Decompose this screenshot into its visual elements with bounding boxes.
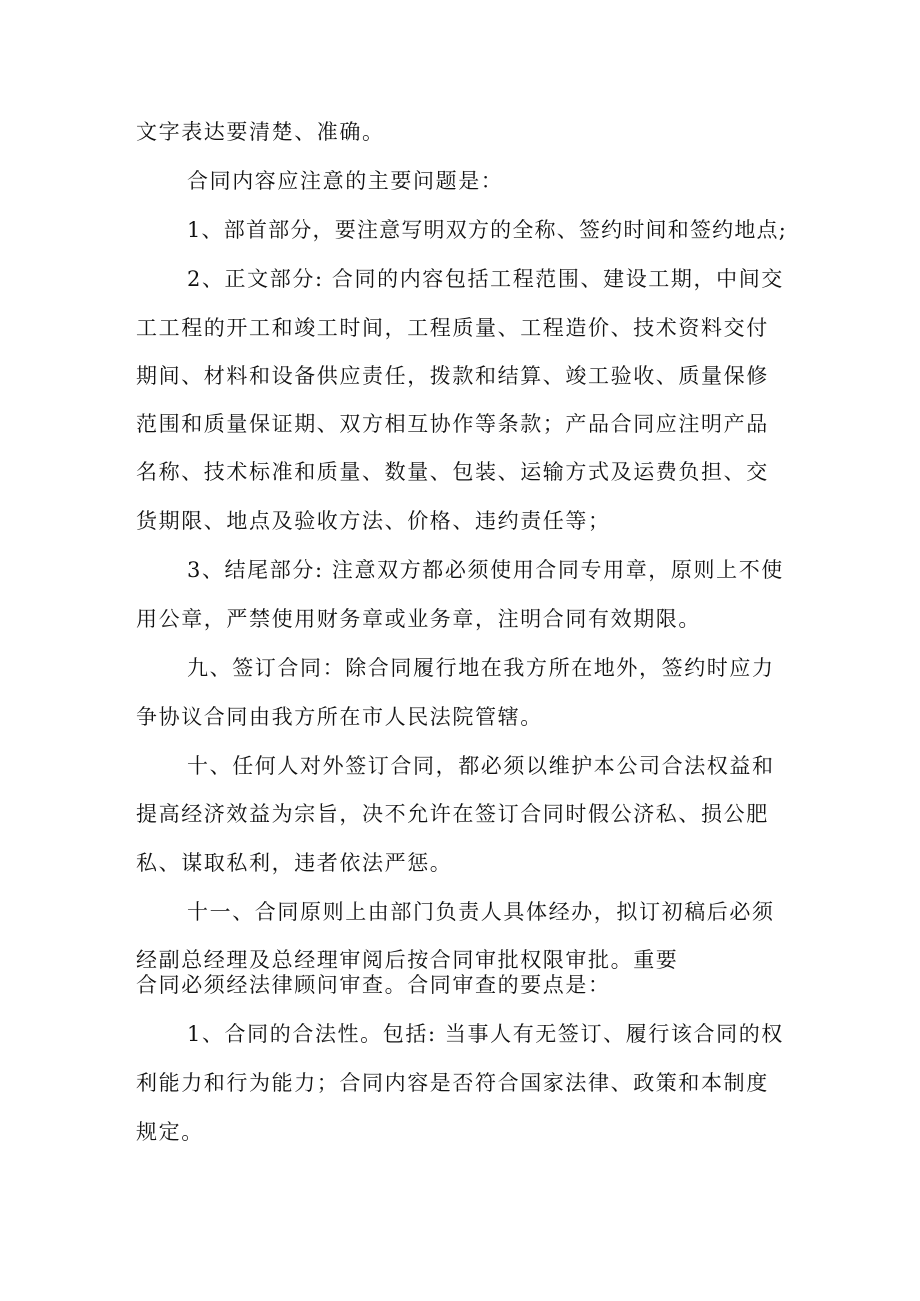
text-line: 文字表达要清楚、准确。 <box>136 120 385 144</box>
text-line: 规定。 <box>136 1120 204 1144</box>
text-line: 期间、材料和设备供应责任，拨款和结算、竣工验收、质量保修 <box>136 364 769 388</box>
text-line: 提高经济效益为宗旨，决不允许在签订合同时假公济私、损公肥 <box>136 802 769 826</box>
text-line: 十一、合同原则上由部门负责人具体经办，拟订初稿后必须 <box>187 900 775 924</box>
text-line: 货期限、地点及验收方法、价格、违约责任等； <box>136 509 611 533</box>
text-line: 1、合同的合法性。包括: 当事人有无签订、履行该合同的权 <box>187 1022 784 1046</box>
text-line: 2、正文部分: 合同的内容包括工程范围、建设工期，中间交 <box>187 267 784 291</box>
text-line: 工工程的开工和竣工时间，工程质量、工程造价、技术资料交付 <box>136 316 769 340</box>
text-line: 范围和质量保证期、双方相互协作等条款；产品合同应注明产品 <box>136 412 769 436</box>
text-line: 合同必须经法律顾问审查。合同审查的要点是： <box>136 973 611 997</box>
text-line: 争协议合同由我方所在市人民法院管辖。 <box>136 705 543 729</box>
text-line: 1、部首部分，要注意写明双方的全称、签约时间和签约地点; <box>187 218 788 242</box>
text-line: 合同内容应注意的主要问题是： <box>187 169 504 193</box>
text-line: 名称、技术标准和质量、数量、包装、运输方式及运费负担、交 <box>136 460 769 484</box>
text-line: 九、签订合同：除合同履行地在我方所在地外，签约时应力 <box>187 656 775 680</box>
text-line: 利能力和行为能力；合同内容是否符合国家法律、政策和本制度 <box>136 1071 769 1095</box>
text-line: 3、结尾部分: 注意双方都必须使用合同专用章，原则上不使 <box>187 558 784 582</box>
text-line: 经副总经理及总经理审阅后按合同审批权限审批。重要 <box>136 948 679 972</box>
text-line: 用公章，严禁使用财务章或业务章，注明合同有效期限。 <box>136 607 701 631</box>
text-line: 十、任何人对外签订合同，都必须以维护本公司合法权益和 <box>187 754 775 778</box>
text-line: 私、谋取私利，违者依法严惩。 <box>136 851 453 875</box>
